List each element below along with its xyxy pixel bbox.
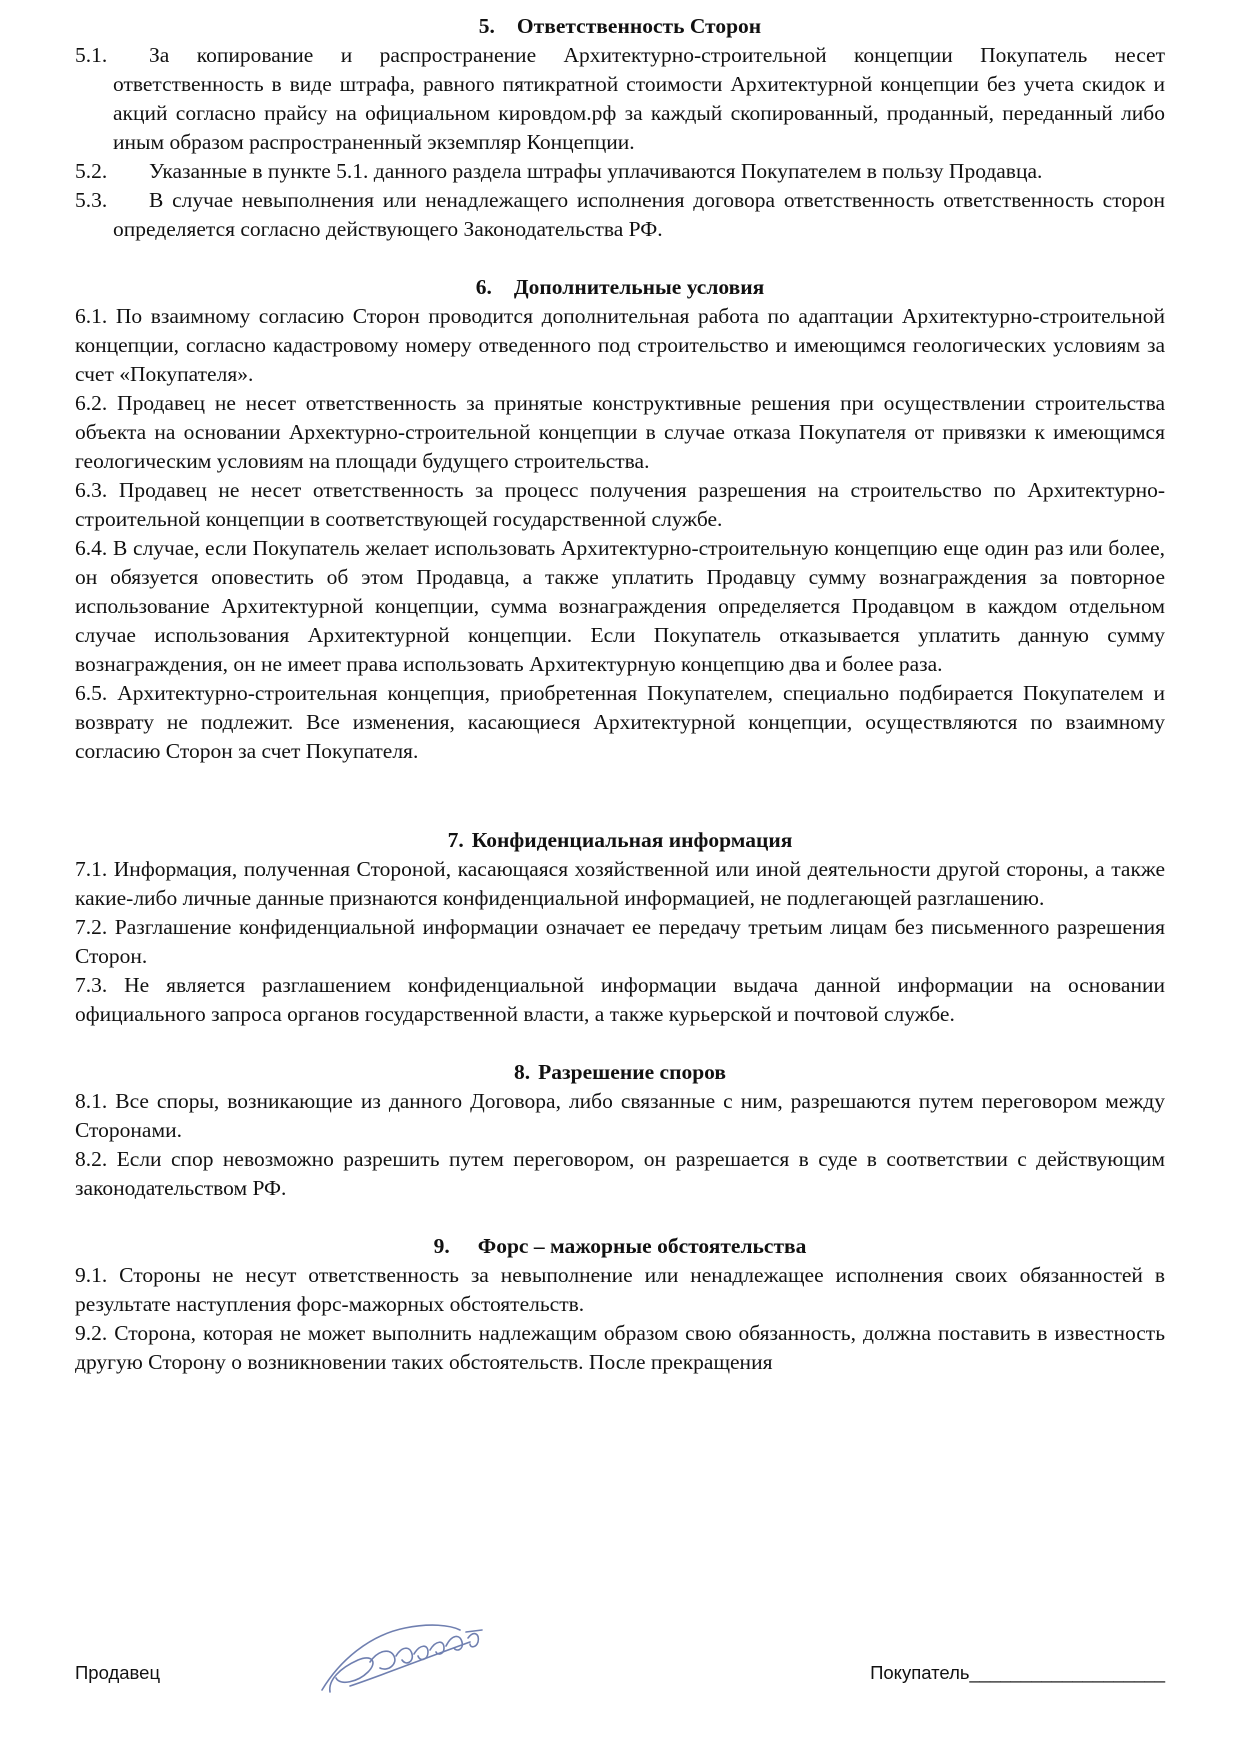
- clause-6-1: 6.1. По взаимному согласию Сторон проводится дополнительная работа по адаптации Архитектурно-строительной концепции, согласно кадастровому номеру отведенного под строительство и имеющимся геологических условиям за счет «Покупателя».: [75, 304, 1165, 386]
- seller-label: Продавец: [75, 1662, 161, 1683]
- clause-6-4: 6.4. В случае, если Покупатель желает использовать Архитектурно-строительную концепцию еще один раз или более, он обязуется оповестить об этом Продавца, а также уплатить Продавцу сумму вознаграждения за повторное использование Архитектурной концепции, сумма вознаграждения определяется Продавцом в каждом отдельном случае использования Архитектурной концепции. Если Покупатель отказывается уплатить данную сумму вознаграждения, он не имеет права использовать Архитектурную концепцию два и более раза.: [75, 536, 1165, 676]
- section-9-number: 9.: [433, 1234, 450, 1258]
- clause-5-1-text: За копирование и распространение Архитектурно-строительной концепции Покупатель несет ответственность в виде штрафа, равного пятикратной стоимости Архитектурной концепции без учета скидок и акций согласно прайсу на официальном кировдом.рф за каждый скопированный, проданный, переданный либо иным образом распространенный экземпляр Концепции.: [113, 43, 1165, 154]
- section-9-title: [75, 1232, 1165, 1261]
- clause-5-3-number: 5.3.: [75, 188, 108, 212]
- section-8-title-text: Разрешение споров: [538, 1060, 726, 1084]
- section-7-number: 7.: [447, 828, 464, 852]
- clause-7-1: 7.1. Информация, полученная Стороной, касающаяся хозяйственной или иной деятельности другой стороны, а также какие-либо личные данные признаются конфиденциальной информацией, не подлегающей разглашению.: [75, 857, 1165, 910]
- clause-5-1-number: 5.1.: [75, 43, 108, 67]
- clause-5-3: [75, 186, 1165, 244]
- section-8-number: 8.: [514, 1060, 531, 1084]
- clause-5-1: [75, 41, 1165, 157]
- section-5-title-text: Ответственность Сторон: [516, 14, 762, 38]
- handwritten-signature-icon: [310, 1590, 550, 1710]
- clause-8-1: 8.1. Все споры, возникающие из данного Договора, либо связанные с ним, разрешаются путем переговором между Сторонами.: [75, 1089, 1165, 1142]
- buyer-label: Покупатель___________________: [870, 1662, 1165, 1683]
- section-9-title-text: Форс – мажорные обстоятельства: [477, 1234, 807, 1258]
- clause-9-2: 9.2. Сторона, которая не может выполнить надлежащим образом свою обязанность, должна поставить в известность другую Сторону о возникновении таких обстоятельств. После прекращения: [75, 1321, 1165, 1374]
- clause-5-2: [75, 157, 1165, 186]
- clause-5-2-number: 5.2.: [75, 159, 108, 183]
- section-7-title-text: Конфиденциальная информация: [471, 828, 793, 852]
- clause-6-2: 6.2. Продавец не несет ответственность за принятые конструктивные решения при осуществлении строительства объекта на основании Архектурно-строительной концепции в случае отказа Покупателя от привязки к имеющимся геологическим условиям на площади будущего строительства.: [75, 391, 1165, 473]
- clause-5-2-text: Указанные в пункте 5.1. данного раздела штрафы уплачиваются Покупателем в пользу Продавца.: [149, 159, 1043, 183]
- section-5-number: 5.: [478, 14, 495, 38]
- clause-6-5: 6.5. Архитектурно-строительная концепция, приобретенная Покупателем, специально подбирается Покупателем и возврату не подлежит. Все изменения, касающиеся Архитектурной концепции, осуществляются по взаимному согласию Сторон за счет Покупателя.: [75, 681, 1165, 763]
- section-8-title: [75, 1058, 1165, 1087]
- clause-5-3-text: В случае невыполнения или ненадлежащего исполнения договора ответственность ответственность сторон определяется согласно действующего Законодательства РФ.: [113, 188, 1165, 241]
- clause-7-3: 7.3. Не является разглашением конфиденциальной информации выдача данной информации на основании официального запроса органов государственной власти, а также курьерской и почтовой службе.: [75, 973, 1165, 1026]
- clause-7-2: 7.2. Разглашение конфиденциальной информации означает ее передачу третьим лицам без письменного разрешения Сторон.: [75, 915, 1165, 968]
- signature-footer: [75, 1640, 1165, 1700]
- clause-6-3: 6.3. Продавец не несет ответственность за процесс получения разрешения на строительство по Архитектурно-строительной концепции в соответствующей государственной службе.: [75, 478, 1165, 531]
- section-6-title-text: Дополнительные условия: [513, 275, 765, 299]
- clause-8-2: 8.2. Если спор невозможно разрешить путем переговором, он разрешается в суде в соответствии с действующим законодательством РФ.: [75, 1147, 1165, 1200]
- section-5-title: [75, 12, 1165, 41]
- section-6-number: 6.: [475, 275, 492, 299]
- clause-9-1: 9.1. Стороны не несут ответственность за невыполнение или ненадлежащее исполнения своих обязанностей в результате наступления форс-мажорных обстоятельств.: [75, 1263, 1165, 1316]
- section-6-title: [75, 273, 1165, 302]
- contract-page: [75, 12, 1165, 1377]
- section-7-title: [75, 826, 1165, 855]
